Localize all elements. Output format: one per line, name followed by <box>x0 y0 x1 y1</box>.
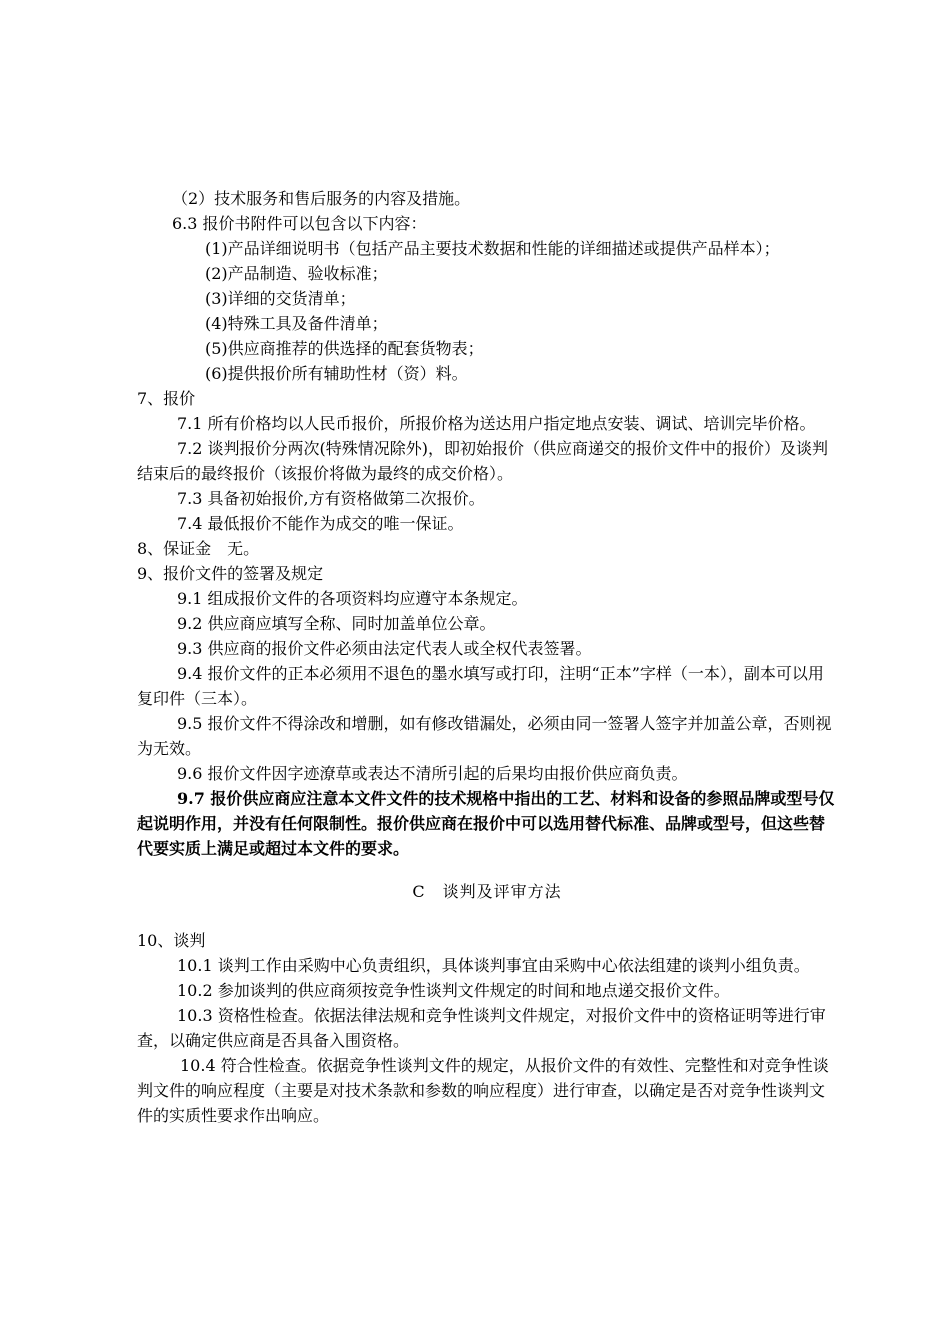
paragraph-9-1: 9.1 组成报价文件的各项资料均应遵守本条规定。 <box>177 589 528 608</box>
list-item-attachment-3: (3)详细的交货清单； <box>205 289 356 308</box>
paragraph-7-4: 7.4 最低报价不能作为成交的唯一保证。 <box>177 514 464 533</box>
paragraph-9-7-bold: 9.7 报价供应商应注意本文件文件的技术规格中指出的工艺、材料和设备的参照品牌或型号仅起说明作用，并没有任何限制性。报价供应商在报价中可以选用替代标准、品牌或型号，但这些替代要实质上满足或超过本文件的要求。 <box>137 789 835 858</box>
paragraph-9-3: 9.3 供应商的报价文件必须由法定代表人或全权代表签署。 <box>177 639 592 658</box>
list-item-attachment-5: (5)供应商推荐的供选择的配套货物表； <box>205 339 484 358</box>
paragraph-10-1: 10.1 谈判工作由采购中心负责组织，具体谈判事宜由采购中心依法组建的谈判小组负责。 <box>177 956 810 975</box>
list-item-attachment-4: (4)特殊工具及备件清单； <box>205 314 388 333</box>
paragraph-7-1: 7.1 所有价格均以人民币报价，所报价格为送达用户指定地点安装、调试、培训完毕价格。 <box>177 414 816 433</box>
heading-9-signing: 9、报价文件的签署及规定 <box>137 564 324 583</box>
heading-10-negotiation: 10、谈判 <box>137 931 206 950</box>
heading-7-quote: 7、报价 <box>137 389 196 408</box>
paragraph-9-2: 9.2 供应商应填写全称、同时加盖单位公章。 <box>177 614 496 633</box>
paragraph-6-2-2: （2）技术服务和售后服务的内容及措施。 <box>172 189 471 208</box>
section-title-c: C 谈判及评审方法 <box>412 882 562 901</box>
paragraph-10-2: 10.2 参加谈判的供应商须按竞争性谈判文件规定的时间和地点递交报价文件。 <box>177 981 730 1000</box>
paragraph-7-3: 7.3 具备初始报价,方有资格做第二次报价。 <box>177 489 485 508</box>
list-item-attachment-1: (1)产品详细说明书（包括产品主要技术数据和性能的详细描述或提供产品样本）； <box>205 239 780 258</box>
paragraph-10-4: 10.4 符合性检查。依据竞争性谈判文件的规定，从报价文件的有效性、完整性和对竞争性谈判文件的响应程度（主要是对技术条款和参数的响应程度）进行审查，以确定是否对竞争性谈判文件的实质性要求作出响应。 <box>137 1056 829 1125</box>
paragraph-9-6: 9.6 报价文件因字迹潦草或表达不清所引起的后果均由报价供应商负责。 <box>177 764 688 783</box>
document-body <box>137 186 837 1128</box>
paragraph-10-3: 10.3 资格性检查。依据法律法规和竞争性谈判文件规定，对报价文件中的资格证明等进行审查，以确定供应商是否具备入围资格。 <box>137 1006 826 1050</box>
heading-8-deposit: 8、保证金 无。 <box>137 539 260 558</box>
paragraph-9-4: 9.4 报价文件的正本必须用不退色的墨水填写或打印，注明“正本”字样（一本），副本可以用复印件（三本）。 <box>137 664 824 708</box>
paragraph-6-3: 6.3 报价书附件可以包含以下内容： <box>172 214 427 233</box>
paragraph-9-5: 9.5 报价文件不得涂改和增删，如有修改错漏处，必须由同一签署人签字并加盖公章，否则视为无效。 <box>137 714 832 758</box>
list-item-attachment-2: (2)产品制造、验收标准； <box>205 264 388 283</box>
paragraph-7-2: 7.2 谈判报价分两次(特殊情况除外)，即初始报价（供应商递交的报价文件中的报价）及谈判结束后的最终报价（该报价将做为最终的成交价格）。 <box>137 439 829 483</box>
list-item-attachment-6: (6)提供报价所有辅助性材（资）料。 <box>205 364 468 383</box>
